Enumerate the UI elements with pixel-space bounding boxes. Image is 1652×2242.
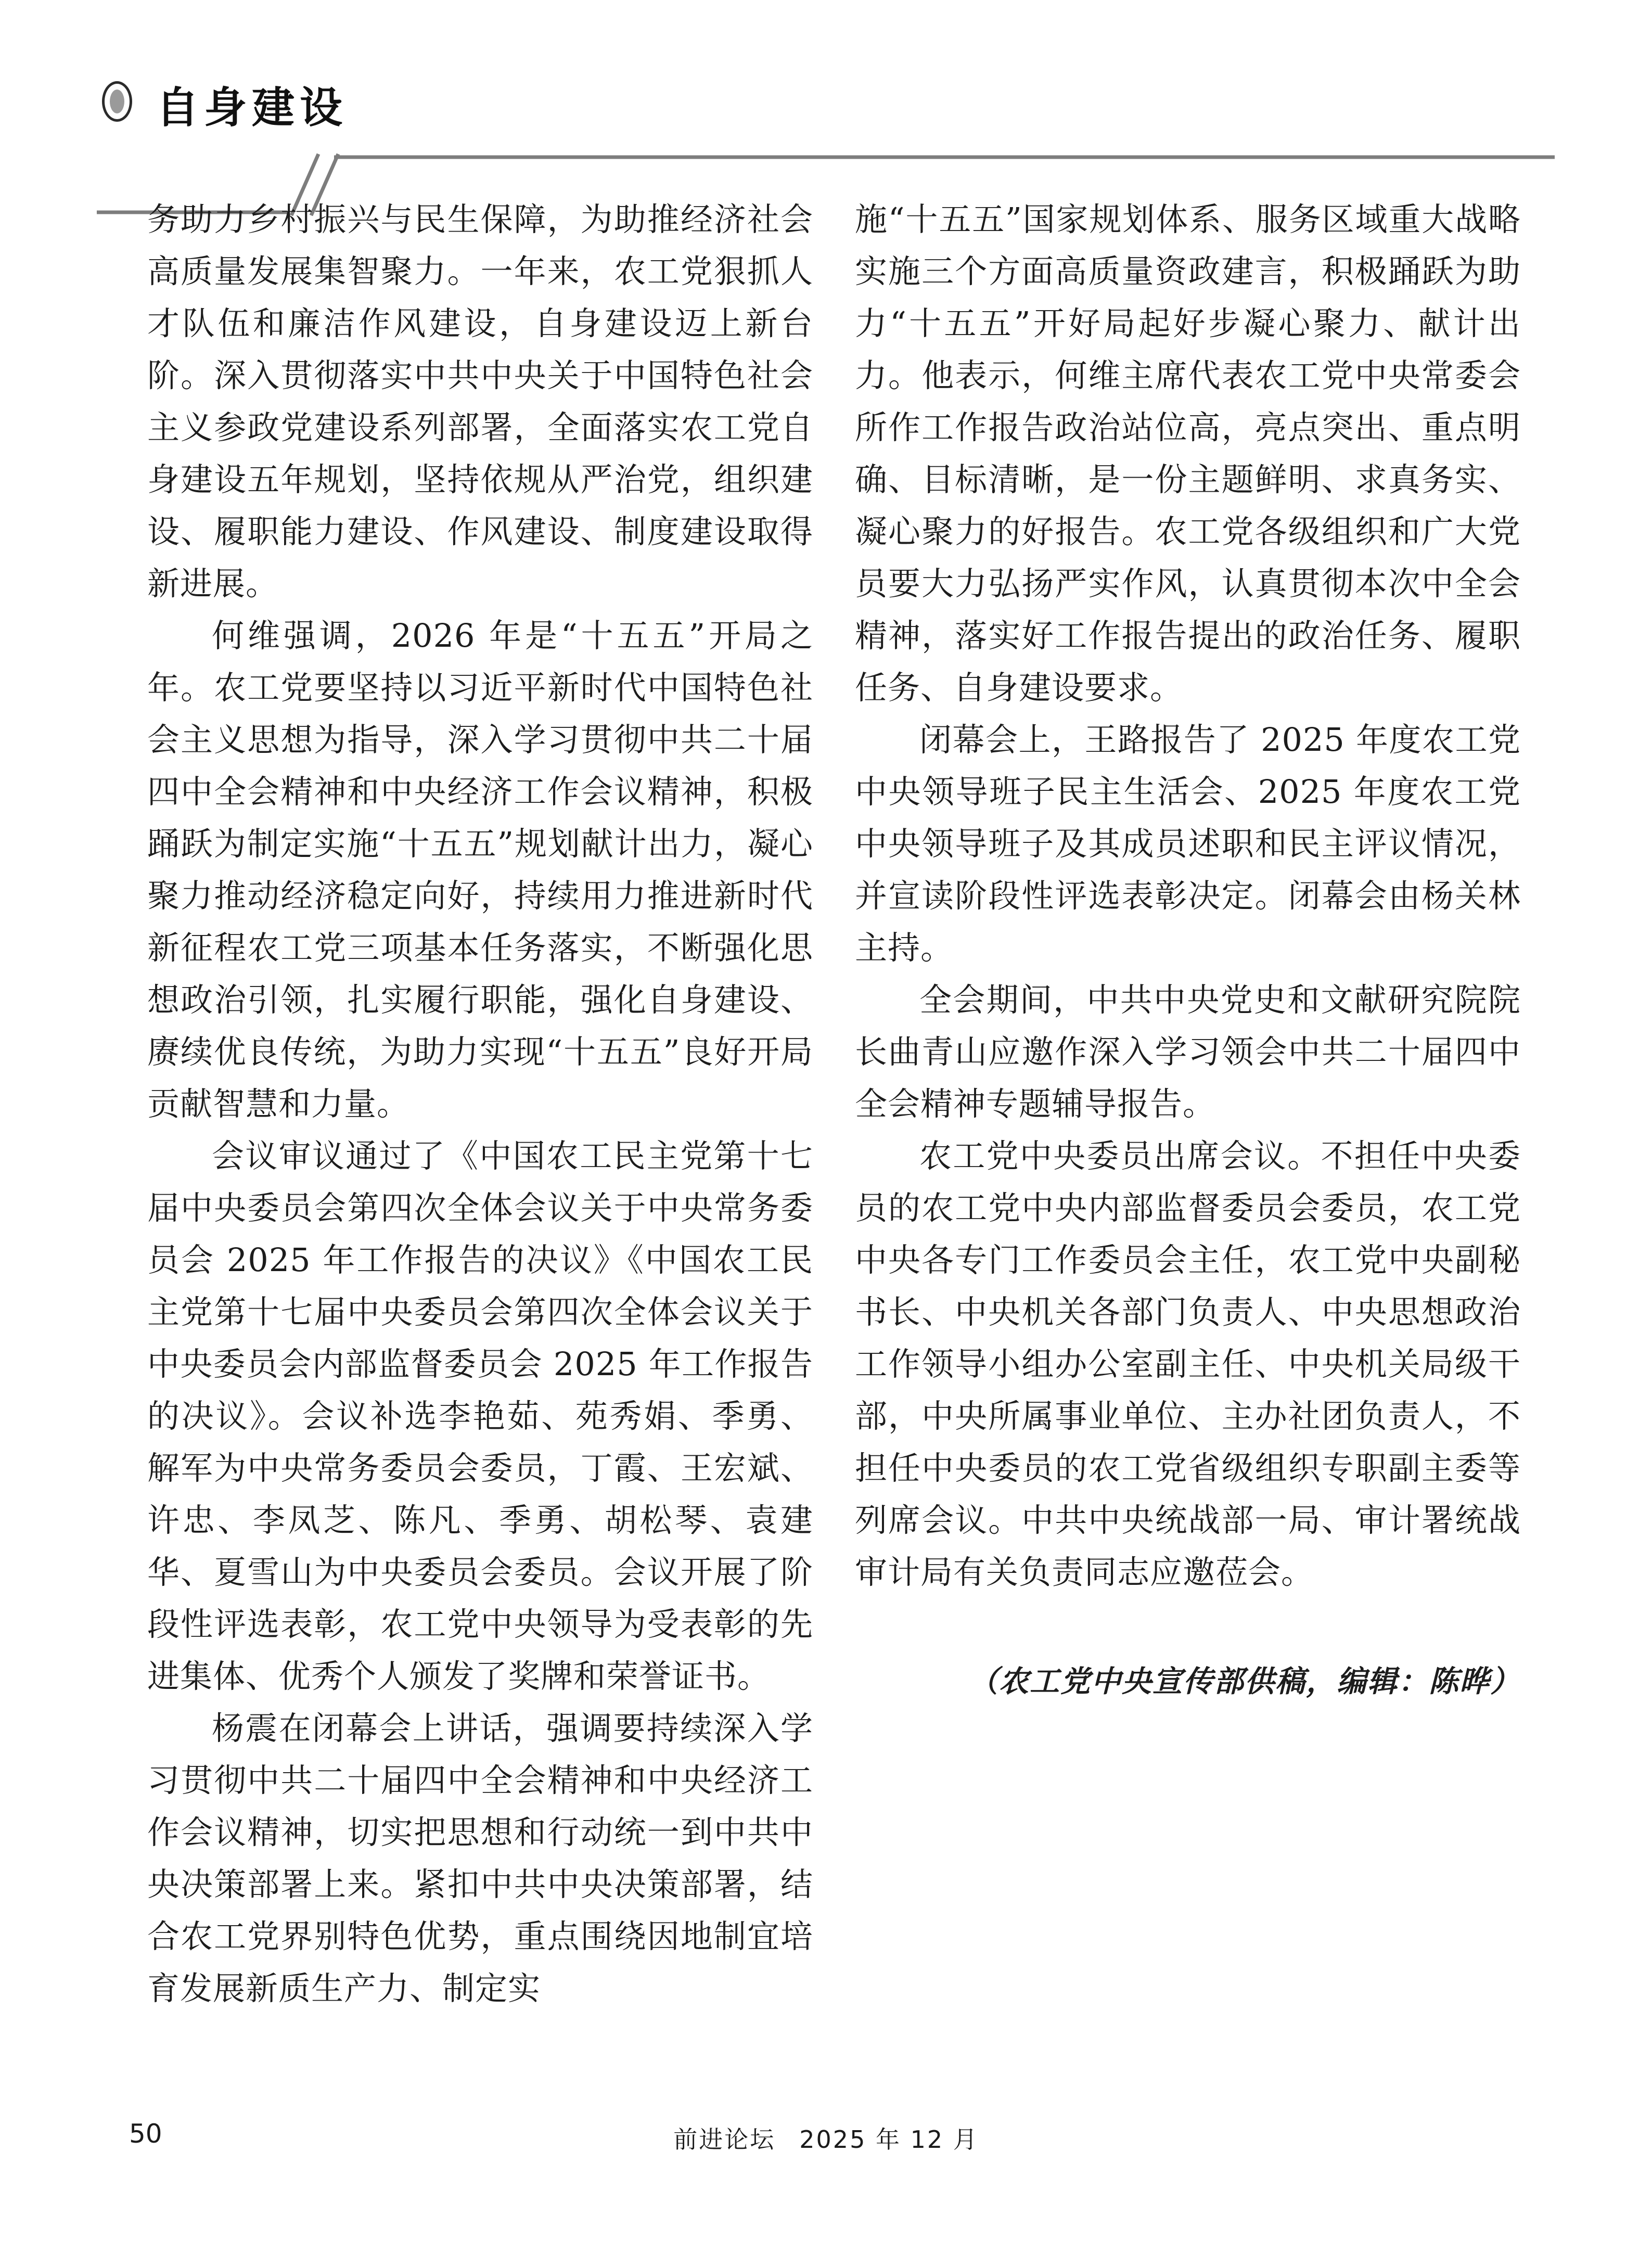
paragraph: 闭幕会上，王路报告了 2025 年度农工党中央领导班子民主生活会、2025 年度农工党中央领导班子及其成员述职和民主评议情况，并宣读阶段性评选表彰决定。闭幕会由杨关林主持。 — [855, 721, 1521, 967]
article-left-column — [147, 194, 813, 2015]
paragraph: 农工党中央委员出席会议。不担任中央委员的农工党中央内部监督委员会委员，农工党中央各专门工作委员会主任，农工党中央副秘书长、中央机关各部门负责人、中央思想政治工作领导小组办公室副主任、中央机关局级干部，中央所属事业单位、主办社团负责人，不担任中央委员的农工党省级组织专职副主委等列席会议。中共中央统战部一局、审计署统战审计局有关负责同志应邀莅会。 — [855, 1137, 1521, 1591]
page-footer — [0, 2119, 1652, 2166]
journal-name: 前进论坛 — [673, 2125, 776, 2154]
paragraph: 何维强调，2026 年是“十五五”开局之年。农工党要坚持以习近平新时代中国特色社会主义思想为指导，深入学习贯彻中共二十届四中全会精神和中央经济工作会议精神，积极踊跃为制定实施“十五五”规划献计出力，凝心聚力推动经济稳定向好，持续用力推进新时代新征程农工党三项基本任务落实，不断强化思想政治引领，扎实履行职能，强化自身建设、赓续优良传统，为助力实现“十五五”良好开局贡献智慧和力量。 — [147, 617, 813, 1123]
article-right-column — [855, 194, 1521, 1708]
paragraph: 务助力乡村振兴与民生保障，为助推经济社会高质量发展集智聚力。一年来，农工党狠抓人才队伍和廉洁作风建设，自身建设迈上新台阶。深入贯彻落实中共中央关于中国特色社会主义参政党建设系列部署，全面落实农工党自身建设五年规划，坚持依规从严治党，组织建设、履职能力建设、作风建设、制度建设取得新进展。 — [147, 200, 813, 603]
page-number: 50 — [129, 2119, 162, 2149]
paragraph: 会议审议通过了《中国农工民主党第十七届中央委员会第四次全体会议关于中央常务委员会 2025 年工作报告的决议》《中国农工民主党第十七届中央委员会第四次全体会议关于中央委员会内部监督委员会 2025 年工作报告的决议》。会议补选李艳茹、苑秀娟、季勇、解军为中央常务委员会委员，丁霞、王宏斌、许忠、李凤芝、陈凡、季勇、胡松琴、袁建华、夏雪山为中央委员会委员。会议开展了阶段性评选表彰，农工党中央领导为受表彰的先进集体、优秀个人颁发了奖牌和荣誉证书。 — [147, 1137, 813, 1695]
footer-journal-line — [0, 2121, 1652, 2155]
article-credit-line: （农工党中央宣传部供稿，编辑：陈晔） — [968, 1664, 1521, 1699]
paragraph: 杨震在闭幕会上讲话，强调要持续深入学习贯彻中共二十届四中全会精神和中央经济工作会议精神，切实把思想和行动统一到中共中央决策部署上来。紧扣中共中央决策部署，结合农工党界别特色优势，重点围绕因地制宜培育发展新质生产力、制定实 — [147, 1709, 813, 2007]
section-title: 自身建设 — [156, 83, 348, 133]
paragraph: 施“十五五”国家规划体系、服务区域重大战略实施三个方面高质量资政建言，积极踊跃为助力“十五五”开好局起好步凝心聚力、献计出力。他表示，何维主席代表农工党中央常委会所作工作报告政治站位高，亮点突出、重点明确、目标清晰，是一份主题鲜明、求真务实、凝心聚力的好报告。农工党各级组织和广大党员要大力弘扬严实作风，认真贯彻本次中全会精神，落实好工作报告提出的政治任务、履职任务、自身建设要求。 — [855, 200, 1521, 707]
issue-date: 2025 年 12 月 — [799, 2125, 979, 2154]
paragraph: 全会期间，中共中央党史和文献研究院院长曲青山应邀作深入学习领会中共二十届四中全会精神专题辅导报告。 — [855, 981, 1521, 1123]
